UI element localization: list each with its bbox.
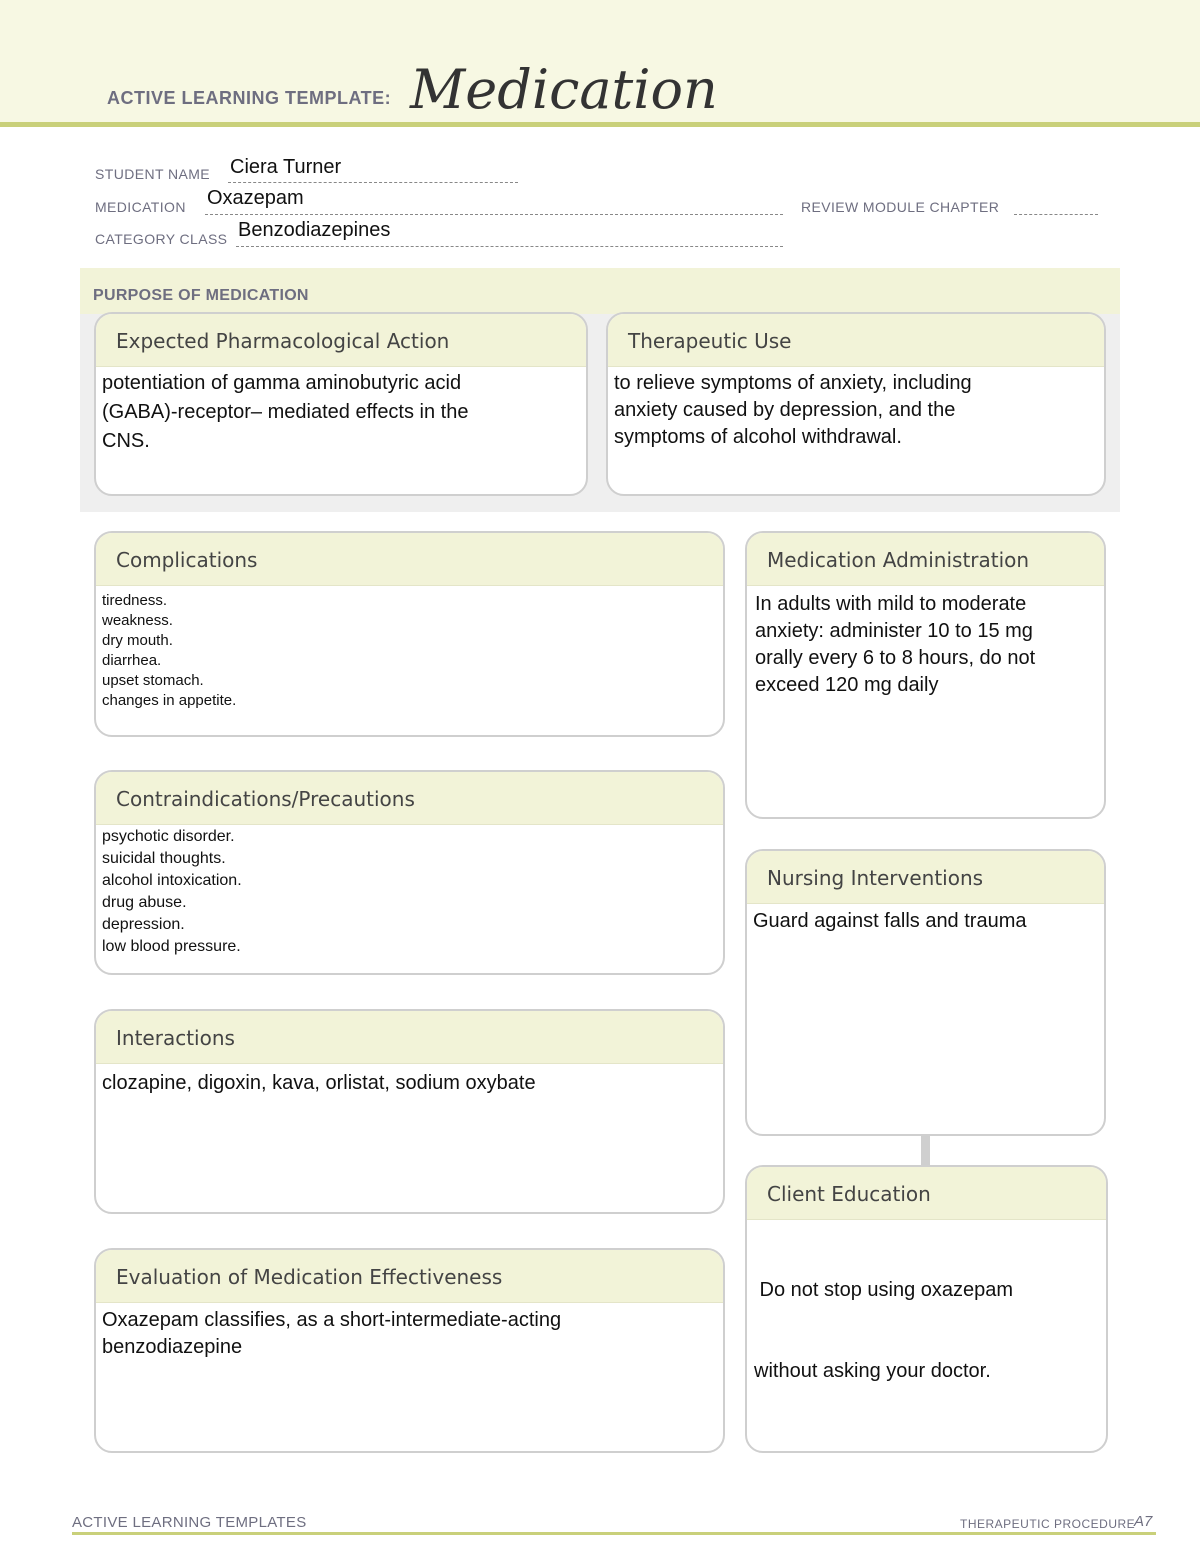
text-line: tiredness. (102, 592, 168, 609)
text-line: depression. (102, 916, 185, 933)
text-line: Oxazepam classifies, as a short-intermediate-acting (102, 1309, 562, 1331)
header-rule (0, 122, 1200, 127)
interactions-text[interactable] (96, 1064, 723, 1097)
text-line: drug abuse. (102, 894, 187, 911)
page-number: A7 (1134, 1513, 1153, 1530)
expected-action-header (96, 314, 586, 367)
footer-left-label: ACTIVE LEARNING TEMPLATES (72, 1514, 307, 1531)
therapeutic-use-box (606, 312, 1106, 496)
complications-header (96, 533, 723, 586)
administration-box (745, 531, 1106, 819)
client-education-title: Client Education (767, 1182, 931, 1206)
expected-action-text[interactable] (96, 367, 586, 456)
text-line: CNS. (102, 430, 150, 452)
category-class-field[interactable]: Benzodiazepines (238, 219, 391, 241)
administration-text[interactable] (747, 586, 1104, 699)
expected-action-title: Expected Pharmacological Action (116, 329, 450, 353)
student-name-field[interactable]: Ciera Turner (230, 156, 342, 178)
text-line: changes in appetite. (102, 692, 237, 709)
administration-title: Medication Administration (767, 548, 1030, 572)
student-name-label: STUDENT NAME (95, 166, 210, 182)
medication-line (205, 214, 783, 215)
complications-title: Complications (116, 548, 258, 572)
text-line: clozapine, digoxin, kava, orlistat, sodium oxybate (102, 1072, 536, 1094)
client-education-box (745, 1165, 1108, 1453)
purpose-label: PURPOSE OF MEDICATION (93, 287, 309, 304)
client-education-header (747, 1167, 1106, 1220)
student-name-line (228, 182, 518, 183)
therapeutic-use-text[interactable] (608, 367, 1104, 451)
text-line: to relieve symptoms of anxiety, including (614, 372, 972, 394)
text-line: Do not stop using oxazepam (754, 1279, 1014, 1301)
medication-field[interactable]: Oxazepam (207, 187, 304, 209)
expected-action-box (94, 312, 588, 496)
text-line: low blood pressure. (102, 938, 241, 955)
contraindications-box (94, 770, 725, 975)
interactions-header (96, 1011, 723, 1064)
evaluation-text[interactable] (96, 1303, 723, 1361)
footer-rule (72, 1532, 1156, 1535)
therapeutic-use-title: Therapeutic Use (628, 329, 792, 353)
nursing-interventions-header (747, 851, 1104, 904)
nursing-interventions-title: Nursing Interventions (767, 866, 984, 890)
text-line: diarrhea. (102, 652, 162, 669)
interactions-box (94, 1009, 725, 1214)
text-line: without asking your doctor. (754, 1360, 991, 1382)
evaluation-title: Evaluation of Medication Effectiveness (116, 1265, 503, 1289)
review-module-label: REVIEW MODULE CHAPTER (801, 199, 1000, 215)
interactions-title: Interactions (116, 1026, 235, 1050)
text-line: psychotic disorder. (102, 828, 235, 845)
text-line: orally every 6 to 8 hours, do not (755, 647, 1036, 669)
text-line: Guard against falls and trauma (753, 910, 1027, 932)
text-line: anxiety: administer 10 to 15 mg (755, 620, 1033, 642)
nursing-interventions-box (745, 849, 1106, 1136)
contraindications-title: Contraindications/Precautions (116, 787, 415, 811)
complications-box (94, 531, 725, 737)
text-line: dry mouth. (102, 632, 173, 649)
complications-text[interactable] (96, 586, 723, 711)
contraindications-header (96, 772, 723, 825)
client-education-text[interactable] (747, 1220, 1106, 1439)
therapeutic-use-header (608, 314, 1104, 367)
category-class-line (236, 246, 783, 247)
template-label: ACTIVE LEARNING TEMPLATE: (107, 88, 392, 108)
nursing-interventions-text[interactable] (747, 904, 1104, 935)
review-module-field[interactable] (1014, 214, 1098, 215)
connector-line (921, 1134, 930, 1166)
page-title: Medication (410, 58, 718, 121)
text-line: weakness. (102, 612, 173, 629)
medication-label: MEDICATION (95, 199, 186, 215)
contraindications-text[interactable] (96, 825, 723, 958)
text-line: In adults with mild to moderate (755, 593, 1027, 615)
category-class-label: CATEGORY CLASS (95, 231, 228, 247)
administration-header (747, 533, 1104, 586)
evaluation-box (94, 1248, 725, 1453)
text-line: alcohol intoxication. (102, 872, 242, 889)
text-line: benzodiazepine (102, 1336, 243, 1358)
text-line: upset stomach. (102, 672, 204, 689)
text-line: anxiety caused by depression, and the (614, 399, 956, 421)
text-line: suicidal thoughts. (102, 850, 226, 867)
footer-right-label: THERAPEUTIC PROCEDURE (960, 1517, 1136, 1531)
text-line: exceed 120 mg daily (755, 674, 939, 696)
evaluation-header (96, 1250, 723, 1303)
text-line: symptoms of alcohol withdrawal. (614, 426, 902, 448)
text-line: potentiation of gamma aminobutyric acid (102, 372, 462, 394)
text-line: (GABA)-receptor– mediated effects in the (102, 401, 469, 423)
